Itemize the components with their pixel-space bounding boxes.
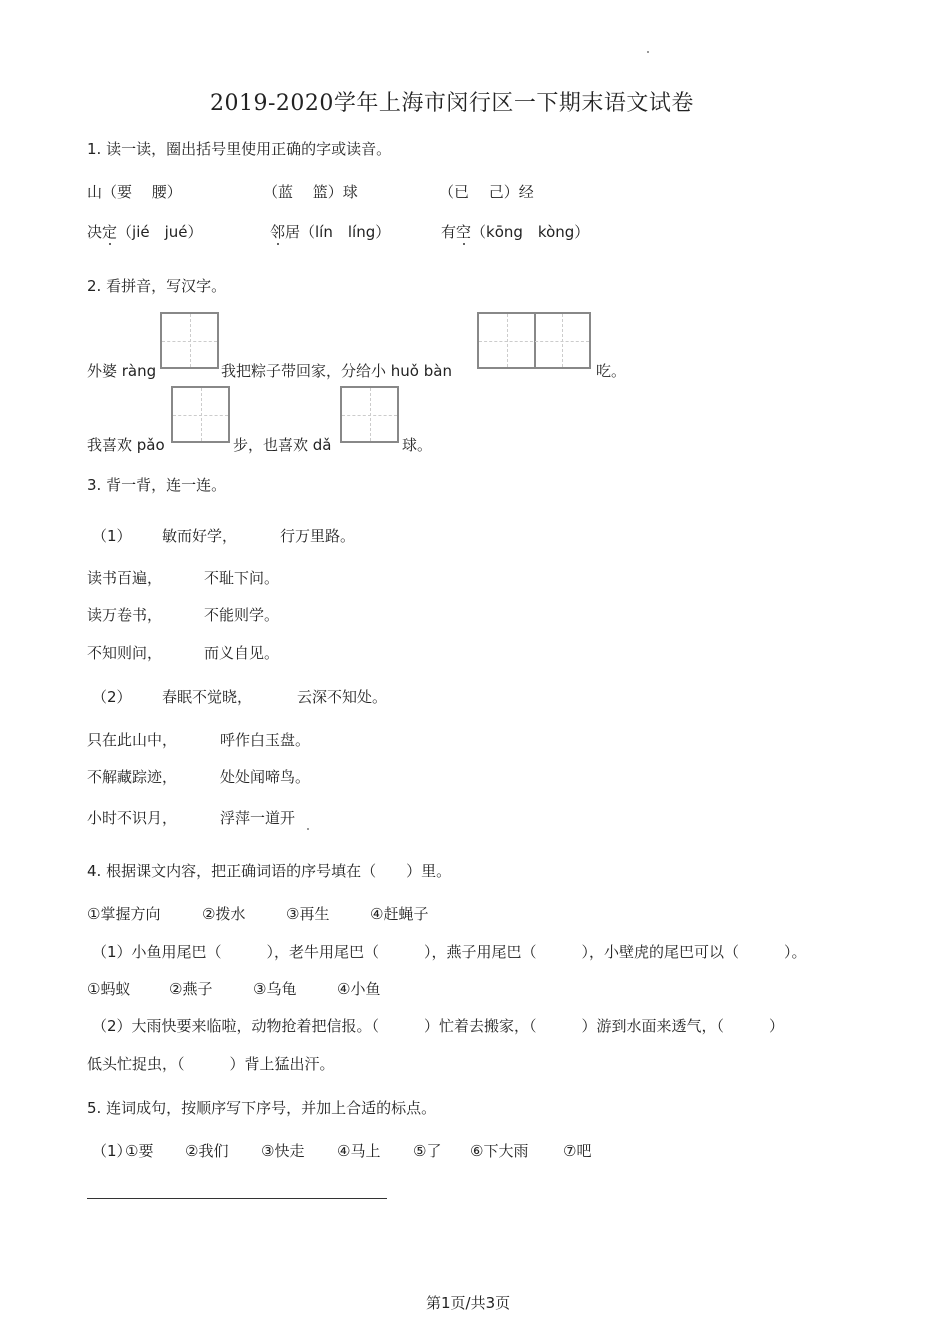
q1-item: （蓝 篮）球 [263,183,358,201]
q5-sub1-num: （1） [92,1142,132,1160]
scan-speck [647,51,649,53]
writing-grid-3[interactable] [171,386,230,443]
q1-item: 邻居（lín líng） [270,223,391,241]
writing-grid-1[interactable] [160,312,219,369]
q1-item: （已 己）经 [439,183,534,201]
q2-stem: 2. 看拼音，写汉字。 [87,277,227,295]
q3-right-item[interactable]: 呼作白玉盘。 [220,731,311,749]
page-title: 2019-2020学年上海市闵行区一下期末语文试卷 [210,91,694,116]
q3-part1-right: 行万里路。 [280,527,356,545]
q5-word: ⑤了 [413,1142,442,1160]
q4-stem: 4. 根据课文内容，把正确词语的序号填在（ ）里。 [87,862,452,880]
q3-left-item[interactable]: 不知则问， [87,644,163,662]
answer-line[interactable] [87,1198,387,1199]
q3-part1-left: 敏而好学， [162,527,238,545]
q2-line2-b: 步，也喜欢 dǎ [233,436,332,454]
q5-word: ⑥下大雨 [470,1142,529,1160]
q4-option: ①蚂蚁 [87,980,131,998]
q3-left-item[interactable]: 读书百遍， [87,569,163,587]
q4-option: ③再生 [286,905,330,923]
q3-part2-right: 云深不知处。 [297,688,388,706]
q3-part2-num: （2） [92,688,132,706]
q5-word: ④马上 [337,1142,381,1160]
q4-option: ①掌握方向 [87,905,161,923]
q4-option: ②拨水 [202,905,246,923]
q1-stem: 1. 读一读，圈出括号里使用正确的字或读音。 [87,140,392,158]
page-footer: 第1页/共3页 [426,1294,511,1312]
q5-word: ②我们 [185,1142,229,1160]
q3-right-item[interactable]: 处处闻啼鸟。 [220,768,311,786]
q3-right-item[interactable]: 浮萍一道开 [220,809,296,827]
q4-option: ④赶蝇子 [370,905,429,923]
q5-word: ①要 [125,1142,154,1160]
q4-option: ②燕子 [169,980,213,998]
q1-item: 决定（jié jué） [87,223,203,241]
q3-part2-left: 春眠不觉晓， [162,688,253,706]
q3-left-item[interactable]: 小时不识月， [87,809,178,827]
q4-sub2-line2: 低头忙捉虫，（ ）背上猛出汗。 [87,1055,335,1073]
writing-grid-4[interactable] [340,386,399,443]
q3-stem: 3. 背一背，连一连。 [87,476,227,494]
q4-option: ④小鱼 [337,980,381,998]
q2-line1-a: 外婆 ràng [87,362,157,380]
q2-line1-c: 吃。 [596,362,627,380]
q3-right-item[interactable]: 不能则学。 [204,606,280,624]
q2-line1-b: 我把粽子带回家，分给小 huǒ bàn [221,362,452,380]
q1-item: 山（要 腰） [87,183,182,201]
q5-word: ⑦吧 [563,1142,592,1160]
q3-left-item[interactable]: 只在此山中， [87,731,178,749]
q1-item: 有空（kōng kòng） [441,223,590,241]
scan-speck [307,828,309,830]
q4-option: ③乌龟 [253,980,297,998]
q2-line2-a: 我喜欢 pǎo [87,436,165,454]
q3-right-item[interactable]: 而义自见。 [204,644,280,662]
q5-stem: 5. 连词成句，按顺序写下序号，并加上合适的标点。 [87,1099,437,1117]
q3-left-item[interactable]: 不解藏踪迹， [87,768,178,786]
q3-right-item[interactable]: 不耻下问。 [204,569,280,587]
q2-line2-c: 球。 [402,436,433,454]
writing-grid-2[interactable] [477,312,591,369]
q5-word: ③快走 [261,1142,305,1160]
q3-left-item[interactable]: 读万卷书， [87,606,163,624]
q4-sub1: （1）小鱼用尾巴（ ），老牛用尾巴（ ），燕子用尾巴（ ），小壁虎的尾巴可以（ ）。 [92,943,807,961]
q4-sub2-line1: （2）大雨快要来临啦，动物抢着把信报。（ ）忙着去搬家，（ ）游到水面来透气，（ ） [92,1017,785,1035]
q3-part1-num: （1） [92,527,132,545]
